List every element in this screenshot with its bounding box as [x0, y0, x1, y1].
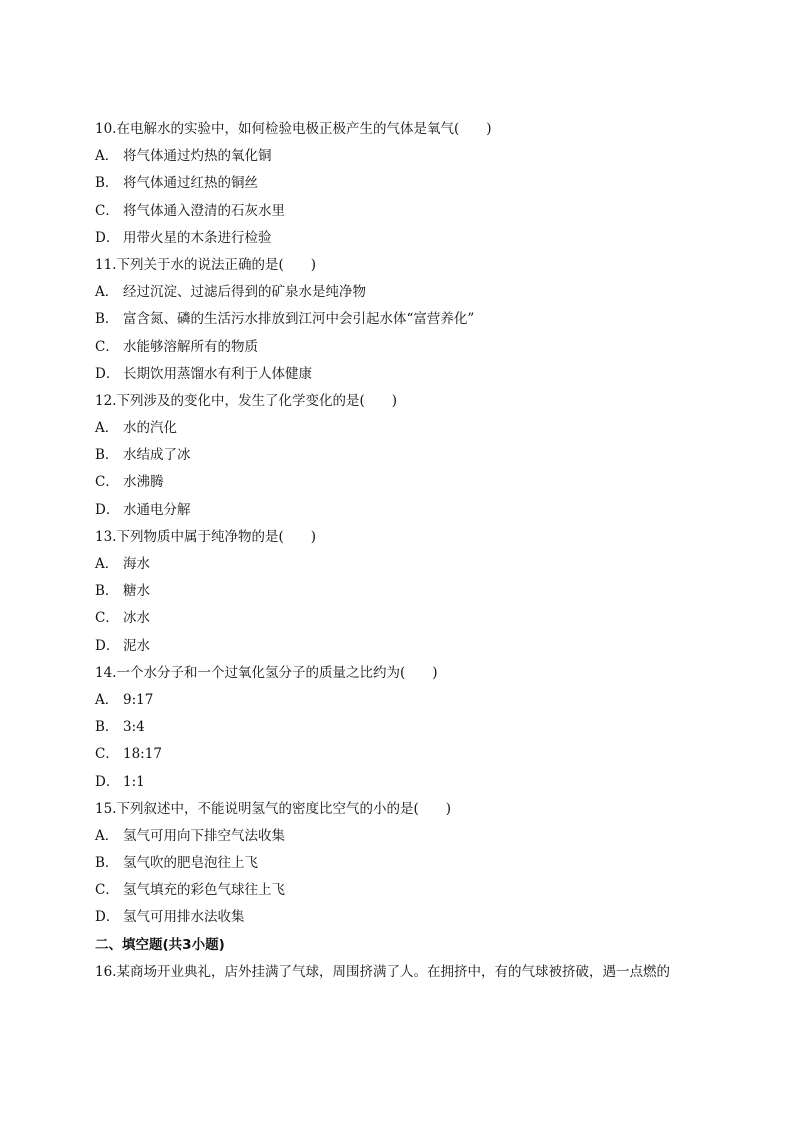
option-c [95, 743, 715, 770]
question-stem: 13.下列物质中属于纯净物的是( ) [95, 528, 317, 545]
option-c [95, 336, 715, 363]
option-text: 水能够溶解所有的物质 [123, 338, 258, 355]
option-letter: C． [95, 202, 119, 219]
option-text: 氢气可用排水法收集 [123, 909, 245, 926]
option-text: 18:17 [123, 746, 162, 763]
option-text: 将气体通过红热的铜丝 [123, 175, 258, 192]
option-b [95, 580, 715, 607]
option-text: 水沸腾 [123, 474, 164, 491]
question-list [95, 118, 715, 988]
option-text: 水的汽化 [123, 420, 177, 437]
option-letter: B． [95, 447, 119, 464]
option-text: 氢气吹的肥皂泡往上飞 [123, 855, 258, 872]
option-text: 海水 [123, 556, 150, 572]
option-d [95, 771, 715, 798]
option-letter: D． [95, 365, 120, 382]
option-c [95, 879, 715, 906]
option-text: 水通电分解 [123, 501, 191, 518]
option-letter: A． [95, 284, 119, 301]
option-text: 9:17 [123, 691, 154, 708]
option-d [95, 363, 715, 390]
option-a [95, 145, 715, 172]
option-letter: B． [95, 855, 119, 872]
option-a [95, 553, 715, 580]
option-letter: A． [95, 556, 119, 572]
option-b [95, 172, 715, 199]
option-b [95, 852, 715, 879]
option-text: 富含氮、磷的生活污水排放到江河中会引起水体“富营养化” [123, 311, 475, 328]
option-b [95, 308, 715, 335]
option-letter: C． [95, 746, 119, 763]
option-letter: C． [95, 474, 119, 491]
option-letter: D． [95, 909, 120, 926]
option-c [95, 200, 715, 227]
option-letter: B． [95, 719, 119, 736]
question-stem: 16.某商场开业典礼，店外挂满了气球，周围挤满了人。在拥挤中，有的气球被挤破，遇一点燃的 [95, 963, 670, 980]
question-stem: 15.下列叙述中，不能说明氢气的密度比空气的小的是( ) [95, 800, 452, 817]
option-b [95, 444, 715, 471]
option-text: 长期饮用蒸馏水有利于人体健康 [123, 365, 312, 382]
section-heading: 二、填空题(共3小题) [95, 936, 225, 953]
option-letter: D． [95, 229, 120, 246]
option-d [95, 635, 715, 662]
question-stem: 12.下列涉及的变化中，发生了化学变化的是( ) [95, 392, 398, 409]
question-stem: 11.下列关于水的说法正确的是( ) [95, 256, 317, 273]
option-letter: A． [95, 420, 119, 437]
option-letter: B． [95, 311, 119, 328]
option-text: 氢气可用向下排空气法收集 [123, 827, 285, 844]
option-letter: A． [95, 148, 119, 165]
option-letter: C． [95, 882, 119, 899]
option-letter: D． [95, 773, 120, 790]
option-text: 冰水 [123, 610, 150, 627]
option-letter: A． [95, 691, 119, 708]
option-letter: B． [95, 175, 119, 192]
option-text: 用带火星的木条进行检验 [123, 229, 272, 246]
option-letter: D． [95, 637, 120, 654]
option-d [95, 227, 715, 254]
option-text: 水结成了冰 [123, 447, 191, 464]
option-a [95, 689, 715, 716]
option-b [95, 716, 715, 743]
option-letter: D． [95, 501, 120, 518]
option-text: 将气体通过灼热的氧化铜 [123, 148, 272, 165]
option-letter: C． [95, 610, 119, 627]
option-a [95, 281, 715, 308]
option-text: 1:1 [123, 773, 145, 790]
option-d [95, 499, 715, 526]
option-letter: B． [95, 583, 119, 600]
option-text: 将气体通入澄清的石灰水里 [123, 202, 285, 219]
option-d [95, 906, 715, 933]
option-text: 经过沉淀、过滤后得到的矿泉水是纯净物 [123, 284, 366, 301]
option-text: 泥水 [123, 637, 150, 654]
option-c [95, 471, 715, 498]
option-letter: A． [95, 827, 119, 844]
option-letter: C． [95, 338, 119, 355]
question-stem: 14.一个水分子和一个过氧化氢分子的质量之比约为( ) [95, 664, 438, 681]
question-stem: 10.在电解水的实验中，如何检验电极正极产生的气体是氧气( ) [95, 121, 492, 137]
option-a [95, 417, 715, 444]
option-text: 氢气填充的彩色气球往上飞 [123, 882, 285, 899]
option-text: 3:4 [123, 719, 145, 736]
option-c [95, 607, 715, 634]
option-text: 糖水 [123, 583, 150, 600]
option-a [95, 825, 715, 852]
